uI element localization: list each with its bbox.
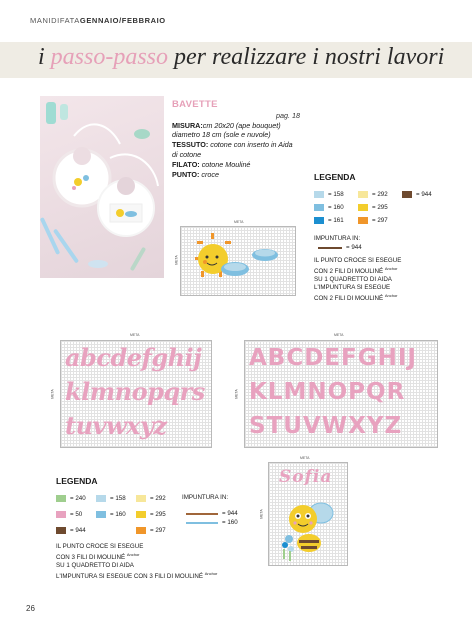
swatch-944: = 944 xyxy=(56,527,96,534)
swatch-color xyxy=(136,527,146,534)
legend-bottom-swatches xyxy=(56,492,176,537)
swatch-color xyxy=(56,495,66,502)
lowercase-row-3: tuvwxyz xyxy=(65,411,167,440)
page-reference: pag. 18 xyxy=(276,110,300,120)
meta-label: META xyxy=(234,220,244,224)
page-title xyxy=(38,44,444,71)
punto-line: PUNTO: croce xyxy=(172,169,219,179)
sun-cloud-motif xyxy=(181,227,297,297)
title-lead: i xyxy=(38,44,51,70)
swatch-color xyxy=(96,495,106,502)
impuntura-top-label: IMPUNTURA IN: xyxy=(314,235,361,242)
project-info xyxy=(172,100,300,179)
swatch-color xyxy=(136,511,146,518)
lowercase-row-1: abcdefghij xyxy=(65,343,202,372)
swatch-158: = 158 xyxy=(96,495,136,502)
uppercase-alphabet-chart xyxy=(244,340,438,448)
sofia-name: Sofia xyxy=(279,467,333,487)
meta-label: META xyxy=(334,333,344,337)
diametro-line: diametro 18 cm (sole e nuvole) xyxy=(172,130,271,140)
sun-cloud-chart xyxy=(180,226,296,296)
swatch-color xyxy=(314,204,324,211)
swatch-color xyxy=(56,527,66,534)
anchor-mark: Anchor xyxy=(384,266,398,271)
issue-name: GENNAIO/FEBBRAIO xyxy=(79,16,166,25)
impuntura-color xyxy=(318,247,342,249)
meta-label-side: META xyxy=(174,255,179,265)
sofia-bee-chart xyxy=(268,462,348,566)
impuntura-bottom xyxy=(182,492,238,537)
legend-top-row-2 xyxy=(314,201,464,214)
swatch-160: = 160 xyxy=(314,204,358,211)
impuntura-color xyxy=(186,522,218,524)
page-number: 26 xyxy=(26,604,35,613)
magazine-name: MANIDIFATA xyxy=(30,16,80,25)
bibs-illustration xyxy=(40,96,164,278)
legend-top-title: LEGENDA xyxy=(314,172,356,182)
legend-top xyxy=(314,172,464,303)
impuntura-bottom-label: IMPUNTURA IN: xyxy=(182,494,229,501)
swatch-297: = 297 xyxy=(136,527,176,534)
meta-label: META xyxy=(130,333,140,337)
swatch-161: = 161 xyxy=(314,217,358,224)
swatch-295: = 295 xyxy=(358,204,402,211)
bee-motif xyxy=(269,463,349,567)
lowercase-row-2: klmnopqrs xyxy=(65,377,205,406)
swatch-color xyxy=(358,191,368,198)
swatch-50: = 50 xyxy=(56,511,96,518)
swatch-297: = 297 xyxy=(358,217,402,224)
swatch-color xyxy=(358,204,368,211)
swatch-292: = 292 xyxy=(358,191,402,198)
meta-label-side: META xyxy=(259,509,264,519)
legend-bottom xyxy=(56,476,276,581)
swatch-color xyxy=(314,217,324,224)
swatch-944: = 944 xyxy=(402,191,446,198)
anchor-mark: Anchor xyxy=(126,552,140,557)
impuntura-bottom-line-2: = 160 xyxy=(186,519,238,526)
swatch-color xyxy=(96,511,106,518)
impuntura-color xyxy=(186,513,218,515)
running-head xyxy=(30,16,166,25)
swatch-160: = 160 xyxy=(96,511,136,518)
lowercase-alphabet-chart xyxy=(60,340,212,448)
anchor-mark: Anchor xyxy=(204,571,218,577)
uppercase-row-2: KLMNOPQR xyxy=(249,379,406,405)
impuntura-top xyxy=(314,235,464,251)
uppercase-row-1: ABCDEFGHIJ xyxy=(249,345,417,371)
legend-top-row-1 xyxy=(314,188,464,201)
swatch-color xyxy=(358,217,368,224)
note-bottom: IL PUNTO CROCE SI ESEGUE CON 3 FILI DI MOULINÉ $^{Anchor}$ SU 1 QUADRETTO DI AIDA L'IMPUNTURA SI ESEGUE CON 3 FILI DI MOULINÉ $^{Anchor}$ xyxy=(56,543,218,581)
title-rest: per realizzare i nostri lavori xyxy=(168,44,445,70)
meta-label: META xyxy=(300,456,310,460)
swatch-292: = 292 xyxy=(136,495,176,502)
note-top: IL PUNTO CROCE SI ESEGUE CON 2 FILI DI MOULINÉ $^{Anchor}$ SU 1 QUADRETTO DI AIDA L'IMPUNTURA SI ESEGUE CON 2 FILI DI MOULINÉ $^{Anchor}$ xyxy=(314,257,402,303)
filato-line: FILATO: cotone Mouliné xyxy=(172,159,251,169)
bibs-photo xyxy=(40,96,164,278)
meta-label-side: META xyxy=(50,389,55,399)
misura-line: MISURA:cm 20x20 (ape bouquet) xyxy=(172,120,281,130)
anchor-mark: Anchor xyxy=(384,293,398,299)
legend-bottom-title: LEGENDA xyxy=(56,476,98,486)
legend-top-row-3 xyxy=(314,214,464,227)
tessuto-line: TESSUTO: cotone con inserto in Aida di cotone xyxy=(172,140,293,159)
project-name: BAVETTE xyxy=(172,99,218,110)
swatch-color xyxy=(314,191,324,198)
swatch-color xyxy=(136,495,146,502)
uppercase-row-3: STUVWXYZ xyxy=(249,413,403,439)
swatch-color xyxy=(56,511,66,518)
swatch-158: = 158 xyxy=(314,191,358,198)
meta-label-side: META xyxy=(234,389,239,399)
swatch-color xyxy=(402,191,412,198)
swatch-240: = 240 xyxy=(56,495,96,502)
impuntura-bottom-line-1: = 944 xyxy=(186,510,238,517)
impuntura-top-line: = 944 xyxy=(318,244,464,251)
title-accent: passo-passo xyxy=(50,44,169,70)
swatch-295: = 295 xyxy=(136,511,176,518)
